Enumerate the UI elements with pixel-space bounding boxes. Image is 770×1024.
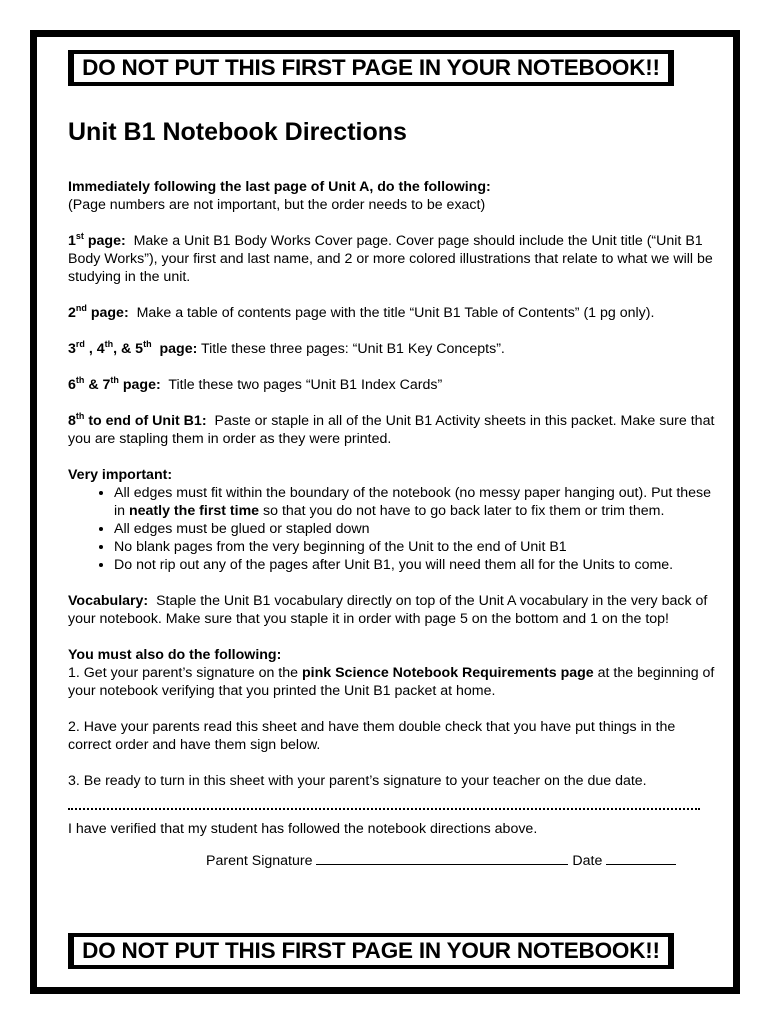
dotted-divider [68,808,700,810]
very-important-heading: Very important: [68,467,173,483]
page6-7-instruction [68,376,718,394]
page8-text: Paste or staple in all of the Unit B1 Activity sheets in this packet. Make sure that you are stapling them in order as they were printed. [68,413,715,447]
vocabulary-paragraph [68,592,718,628]
important-list [68,484,718,574]
parent-signature-label: Parent Signature [206,853,313,869]
intro-bold: Immediately following the last page of Unit A, do the following: [68,179,491,195]
page6-7-label: 6th & 7th page: [68,375,161,393]
also-step3: 3. Be ready to turn in this sheet with your parent’s signature to your teacher on the due date. [68,773,647,789]
warning-banner-text: DO NOT PUT THIS FIRST PAGE IN YOUR NOTEBOOK!! [74,54,668,82]
warning-banner-text: DO NOT PUT THIS FIRST PAGE IN YOUR NOTEBOOK!! [74,937,668,965]
page8-instruction [68,412,718,448]
page2-label: 2nd page: [68,303,129,321]
page3-5-instruction [68,340,718,358]
verification-statement: I have verified that my student has followed the notebook directions above. [68,821,538,837]
page2-text: Make a table of contents page with the title “Unit B1 Table of Contents” (1 pg only). [136,305,655,321]
page6-7-text: Title these two pages “Unit B1 Index Cards” [168,377,443,393]
page-title: Unit B1 Notebook Directions [68,118,407,146]
date-blank[interactable] [606,852,676,865]
intro-note: (Page numbers are not important, but the order needs to be exact) [68,197,486,213]
page8-label: 8th to end of Unit B1: [68,411,207,429]
intro-paragraph [68,178,718,214]
vocabulary-label: Vocabulary: [68,593,149,609]
page3-5-label: 3rd , 4th, & 5th page: [68,339,198,357]
very-important-section [68,466,718,574]
list-item: • Do not rip out any of the pages after Unit B1, you will need them all for the Units to come. [114,556,718,574]
also-step2: 2. Have your parents read this sheet and have them double check that you have put things in the correct order and have them sign below. [68,719,676,753]
page1-text: Make a Unit B1 Body Works Cover page. Cover page should include the Unit title (“Unit B1 Body Works”), your first and last name, and 2 or more colored illustrations that relate to what we will be studying in the unit. [68,233,713,285]
page2-instruction [68,304,718,322]
page1-instruction [68,232,718,286]
document-body [68,112,718,870]
list-item: • No blank pages from the very beginning of the Unit to the end of Unit B1 [114,538,718,556]
also-step1: You must also do the following: 1. Get your parent’s signature on the pink Science Notebook Requirements page at the beginning of your notebook verifying that you printed the Unit B1 packet at home. [68,647,715,699]
list-item: • All edges must fit within the boundary of the notebook (no messy paper hanging out). Put these in neatly the first time so that you do not have to go back later to fix them or trim them. [114,484,718,520]
warning-banner-bottom [68,933,674,969]
page1-label: 1st page: [68,231,126,249]
also-heading: You must also do the following: [68,647,282,663]
vocabulary-text: Staple the Unit B1 vocabulary directly on top of the Unit A vocabulary in the very back of your notebook. Make sure that you staple it in order with page 5 on the bottom and 1 on the top! [68,593,708,627]
page3-5-text: Title these three pages: “Unit B1 Key Concepts”. [201,341,505,357]
warning-banner-top [68,50,674,86]
signature-line [68,852,718,870]
list-item: • All edges must be glued or stapled down [114,520,718,538]
parent-signature-blank[interactable] [316,852,568,865]
date-label: Date [572,853,603,869]
